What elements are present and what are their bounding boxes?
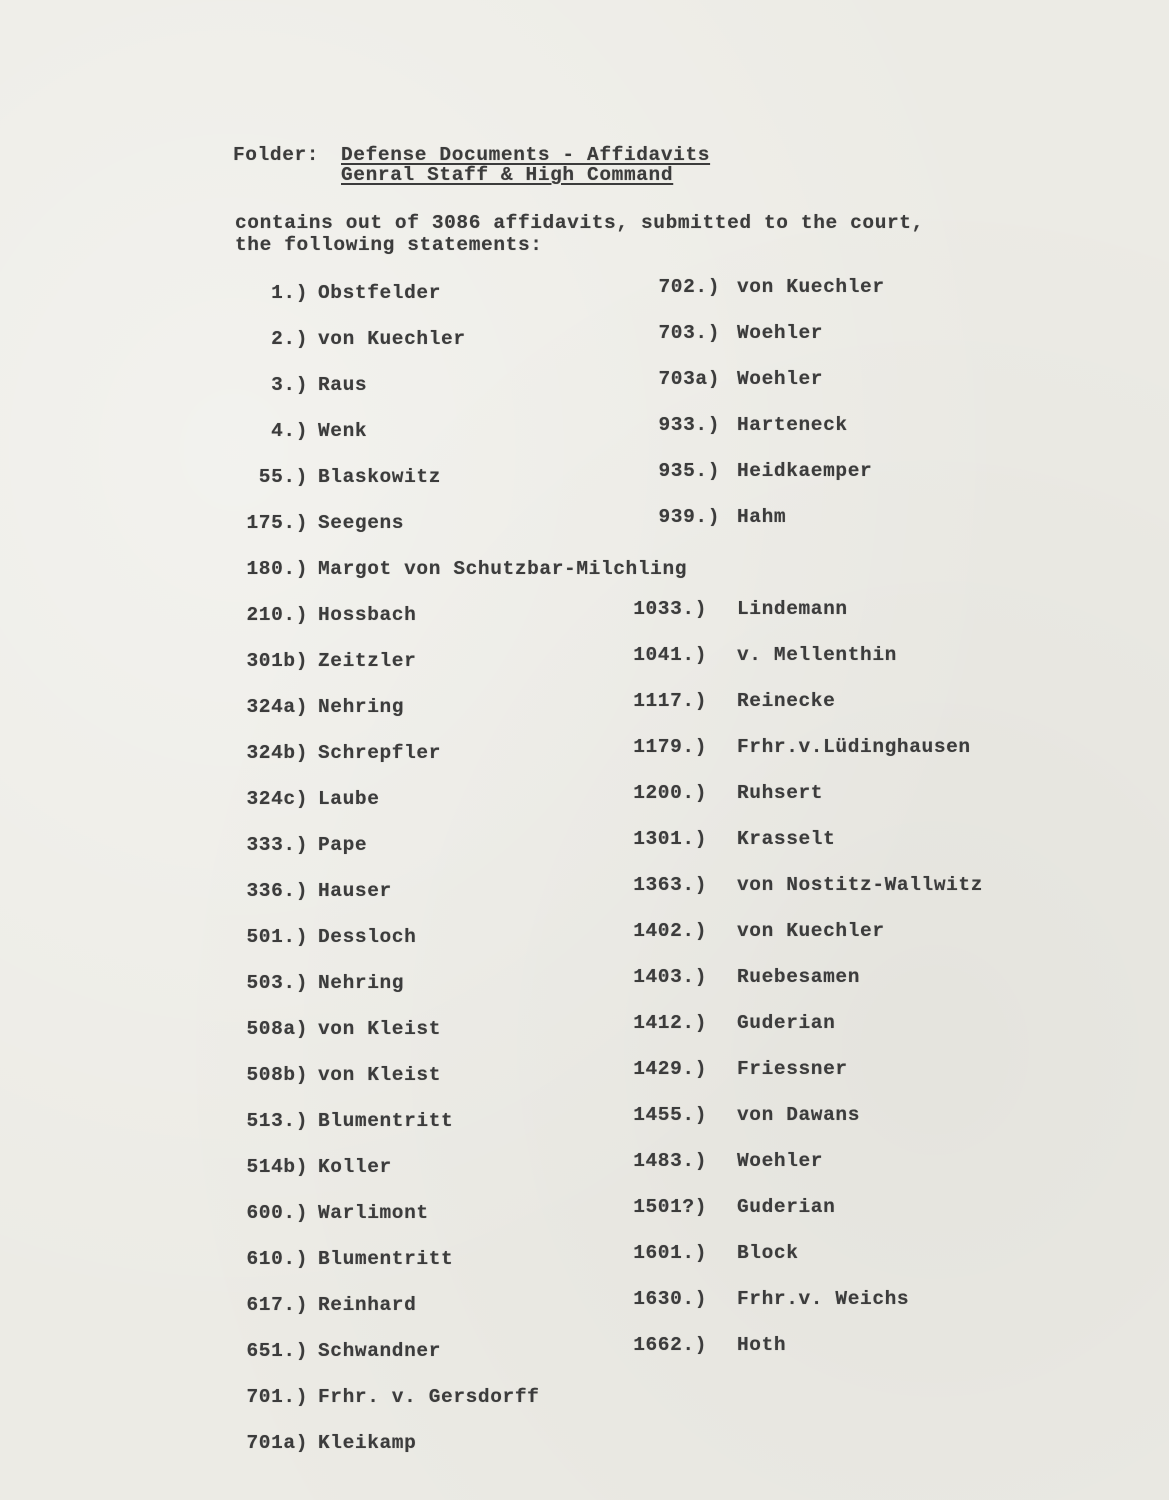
left-entry-number: 175.) [246, 512, 308, 534]
right-entry-number: 1117.) [633, 690, 707, 712]
right-entry-name: Harteneck [737, 414, 848, 436]
left-entry-number: 210.) [246, 604, 308, 626]
right-entry-number: 1429.) [633, 1058, 707, 1080]
left-entry-name: Blumentritt [318, 1248, 454, 1270]
right-entry-name: Woehler [737, 368, 824, 390]
right-entry-name: von Kuechler [737, 276, 885, 298]
left-entry-name: Hauser [318, 880, 392, 902]
left-entry-name: Hossbach [318, 604, 417, 626]
right-entry-number: 1412.) [633, 1012, 707, 1034]
intro-line1: contains out of 3086 affidavits, submitted to the court, [235, 212, 924, 234]
left-entry-number: 1.) [271, 282, 308, 304]
left-entry-name: Blumentritt [318, 1110, 454, 1132]
left-entry-number: 610.) [246, 1248, 308, 1270]
intro-line2: the following statements: [235, 234, 543, 256]
left-entry-name: Margot von Schutzbar-Milchling [318, 558, 688, 580]
left-entry-number: 701.) [246, 1386, 308, 1408]
left-entry-name: Koller [318, 1156, 392, 1178]
right-entry-number: 1483.) [633, 1150, 707, 1172]
right-entry-name: Ruhsert [737, 782, 824, 804]
right-entry-name: Block [737, 1242, 799, 1264]
right-entry-number: 1041.) [633, 644, 707, 666]
right-entry-number: 1403.) [633, 966, 707, 988]
left-entry-number: 617.) [246, 1294, 308, 1316]
left-entry-name: von Kleist [318, 1064, 442, 1086]
left-entry-name: Schwandner [318, 1340, 442, 1362]
right-entry-name: von Kuechler [737, 920, 885, 942]
left-entry-number: 501.) [246, 926, 308, 948]
left-entry-number: 333.) [246, 834, 308, 856]
folder-title-line2: Genral Staff & High Command [341, 164, 674, 186]
left-entry-number: 600.) [246, 1202, 308, 1224]
left-entry-number: 324a) [246, 696, 308, 718]
left-entry-name: Blaskowitz [318, 466, 442, 488]
right-entry-name: Lindemann [737, 598, 848, 620]
left-entry-number: 508b) [246, 1064, 308, 1086]
left-entry-name: Raus [318, 374, 368, 396]
left-entry-name: von Kleist [318, 1018, 442, 1040]
left-entry-name: Frhr. v. Gersdorff [318, 1386, 540, 1408]
left-entry-number: 301b) [246, 650, 308, 672]
right-entry-name: Frhr.v. Weichs [737, 1288, 910, 1310]
left-entry-number: 651.) [246, 1340, 308, 1362]
left-entry-name: Nehring [318, 972, 405, 994]
folder-title-line1: Defense Documents - Affidavits [341, 144, 711, 166]
right-entry-name: Woehler [737, 1150, 824, 1172]
right-entry-number: 1179.) [633, 736, 707, 758]
right-entry-number: 703a) [658, 368, 720, 390]
right-entry-number: 1601.) [633, 1242, 707, 1264]
right-entry-number: 1301.) [633, 828, 707, 850]
left-entry-number: 514b) [246, 1156, 308, 1178]
left-entry-name: Seegens [318, 512, 405, 534]
left-entry-number: 55.) [258, 466, 308, 488]
left-entry-name: Dessloch [318, 926, 417, 948]
left-entry-number: 503.) [246, 972, 308, 994]
right-entry-number: 1363.) [633, 874, 707, 896]
left-entry-name: Pape [318, 834, 368, 856]
left-entry-name: Reinhard [318, 1294, 417, 1316]
right-entry-number: 1630.) [633, 1288, 707, 1310]
left-entry-number: 4.) [271, 420, 308, 442]
right-entry-number: 939.) [658, 506, 720, 528]
left-entry-name: Nehring [318, 696, 405, 718]
right-entry-name: v. Mellenthin [737, 644, 897, 666]
right-entry-name: Ruebesamen [737, 966, 861, 988]
right-entry-name: Heidkaemper [737, 460, 873, 482]
right-entry-name: Friessner [737, 1058, 848, 1080]
left-entry-number: 336.) [246, 880, 308, 902]
left-entry-name: Warlimont [318, 1202, 429, 1224]
left-entry-number: 513.) [246, 1110, 308, 1132]
left-entry-number: 508a) [246, 1018, 308, 1040]
right-entry-number: 1455.) [633, 1104, 707, 1126]
left-entry-name: von Kuechler [318, 328, 466, 350]
right-entry-name: Guderian [737, 1012, 836, 1034]
right-entry-number: 703.) [658, 322, 720, 344]
folder-label: Folder: [233, 144, 320, 166]
right-entry-name: Frhr.v.Lüdinghausen [737, 736, 971, 758]
right-entry-name: Hoth [737, 1334, 787, 1356]
left-entry-name: Wenk [318, 420, 368, 442]
right-entry-name: Woehler [737, 322, 824, 344]
left-entry-name: Obstfelder [318, 282, 442, 304]
right-entry-name: Krasselt [737, 828, 836, 850]
left-entry-number: 324b) [246, 742, 308, 764]
right-entry-number: 935.) [658, 460, 720, 482]
right-entry-number: 1200.) [633, 782, 707, 804]
right-entry-number: 1662.) [633, 1334, 707, 1356]
left-entry-number: 3.) [271, 374, 308, 396]
left-entry-number: 701a) [246, 1432, 308, 1454]
right-entry-name: Hahm [737, 506, 787, 528]
right-entry-name: Guderian [737, 1196, 836, 1218]
left-entry-name: Kleikamp [318, 1432, 417, 1454]
left-entry-number: 324c) [246, 788, 308, 810]
right-entry-number: 1501?) [633, 1196, 707, 1218]
left-entry-name: Laube [318, 788, 380, 810]
right-entry-number: 933.) [658, 414, 720, 436]
left-entry-number: 2.) [271, 328, 308, 350]
left-entry-name: Schrepfler [318, 742, 442, 764]
right-entry-number: 1402.) [633, 920, 707, 942]
left-entry-number: 180.) [246, 558, 308, 580]
right-entry-name: Reinecke [737, 690, 836, 712]
right-entry-number: 702.) [658, 276, 720, 298]
left-entry-name: Zeitzler [318, 650, 417, 672]
right-entry-name: von Dawans [737, 1104, 861, 1126]
right-entry-name: von Nostitz-Wallwitz [737, 874, 984, 896]
right-entry-number: 1033.) [633, 598, 707, 620]
